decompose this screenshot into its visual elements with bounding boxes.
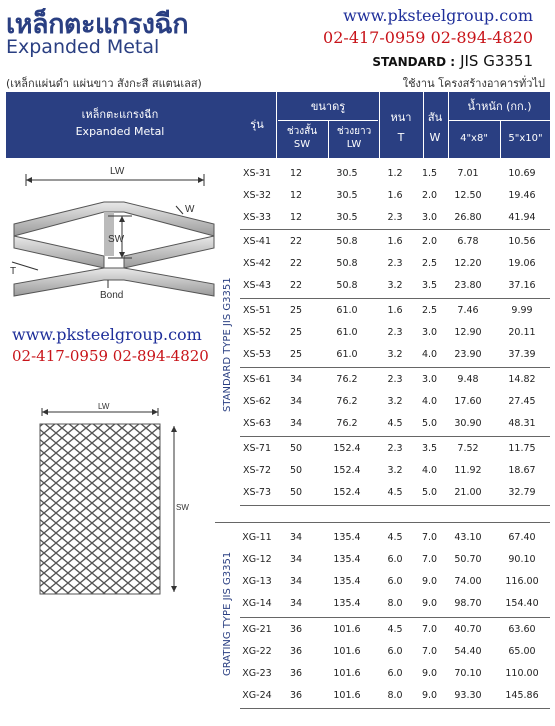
group-divider xyxy=(240,617,550,618)
grating-type-label: GRATING TYPE JIS G3351 xyxy=(222,551,233,676)
cell-sw: 36 xyxy=(289,668,303,679)
cell-lw: 50.8 xyxy=(336,258,358,269)
cell-model: XS-53 xyxy=(242,349,272,360)
cell-weight-4x8: 30.90 xyxy=(454,418,482,429)
cell-thickness: 8.0 xyxy=(387,690,403,701)
page-title-thai: เหล็กตะแกรงฉีก xyxy=(6,9,189,40)
cell-weight-5x10: 48.31 xyxy=(508,418,536,429)
cell-lw: 61.0 xyxy=(336,305,358,316)
header-lw xyxy=(329,125,379,151)
cell-thickness: 4.5 xyxy=(387,487,403,498)
mesh-lw-label: LW xyxy=(98,402,110,411)
cell-weight-4x8: 17.60 xyxy=(454,396,482,407)
cell-model: XS-41 xyxy=(242,236,272,247)
cell-sw: 34 xyxy=(289,598,303,609)
cell-lw: 101.6 xyxy=(333,668,361,679)
cell-weight-4x8: 9.48 xyxy=(457,374,479,385)
cell-weight-5x10: 10.69 xyxy=(508,168,536,179)
cell-weight-5x10: 154.40 xyxy=(505,598,539,609)
mesh-sw-label: SW xyxy=(176,503,189,512)
group-divider xyxy=(240,505,550,506)
side-phone-numbers: 02-417-0959 02-894-4820 xyxy=(12,347,209,365)
cell-thickness: 6.0 xyxy=(387,576,403,587)
cell-sw: 50 xyxy=(289,487,303,498)
cell-sw: 50 xyxy=(289,465,303,476)
cell-model: XG-21 xyxy=(242,624,272,635)
cell-thickness: 1.6 xyxy=(387,190,403,201)
diagram-lw-label: LW xyxy=(110,166,125,177)
side-website-link[interactable]: www.pksteelgroup.com xyxy=(12,325,202,344)
cell-strand: 9.0 xyxy=(421,690,438,701)
cell-model: XS-63 xyxy=(242,418,272,429)
cell-model: XS-42 xyxy=(242,258,272,269)
cell-lw: 76.2 xyxy=(336,418,358,429)
website-link[interactable]: www.pksteelgroup.com xyxy=(343,6,533,25)
cell-weight-5x10: 63.60 xyxy=(508,624,536,635)
cell-strand: 9.0 xyxy=(421,576,438,587)
cell-weight-4x8: 6.78 xyxy=(457,236,479,247)
cell-model: XS-61 xyxy=(242,374,272,385)
cell-strand: 1.5 xyxy=(421,168,438,179)
cell-sw: 25 xyxy=(289,305,303,316)
cell-weight-5x10: 19.06 xyxy=(508,258,536,269)
cell-sw: 34 xyxy=(289,554,303,565)
cell-weight-5x10: 145.86 xyxy=(505,690,539,701)
cell-model: XG-23 xyxy=(242,668,272,679)
group-divider xyxy=(215,522,550,523)
cell-weight-4x8: 74.00 xyxy=(454,576,482,587)
cell-strand: 7.0 xyxy=(421,532,438,543)
diagram-sw-label: SW xyxy=(108,234,125,245)
cell-weight-5x10: 116.00 xyxy=(505,576,539,587)
header-sw xyxy=(278,125,326,151)
header-strand-label: สัน xyxy=(427,111,443,124)
cell-thickness: 6.0 xyxy=(387,668,403,679)
cell-sw: 36 xyxy=(289,690,303,701)
cell-lw: 50.8 xyxy=(336,280,358,291)
cell-weight-5x10: 41.94 xyxy=(508,212,536,223)
diagram-t-label: T xyxy=(10,266,17,277)
cell-sw: 25 xyxy=(289,349,303,360)
cell-strand: 2.5 xyxy=(421,258,438,269)
cell-thickness: 4.5 xyxy=(387,532,403,543)
header-weight-5x10: 5"x10" xyxy=(508,133,543,144)
standard-label xyxy=(372,52,533,70)
cell-weight-5x10: 11.75 xyxy=(508,443,536,454)
header-strand-code: W xyxy=(429,131,441,144)
group-divider xyxy=(240,708,550,709)
header-model: รุ่น xyxy=(250,118,264,131)
header-sw-code: SW xyxy=(293,139,311,150)
cell-thickness: 2.3 xyxy=(387,212,403,223)
cell-weight-4x8: 26.80 xyxy=(454,212,482,223)
cell-lw: 30.5 xyxy=(336,212,358,223)
cell-thickness: 1.6 xyxy=(387,236,403,247)
cell-model: XG-12 xyxy=(242,554,272,565)
cell-weight-4x8: 70.10 xyxy=(454,668,482,679)
header-sw-label: ช่วงสั้น xyxy=(286,126,318,137)
cell-weight-4x8: 93.30 xyxy=(454,690,482,701)
cell-model: XG-22 xyxy=(242,646,272,657)
cell-strand: 2.5 xyxy=(421,305,438,316)
cell-lw: 76.2 xyxy=(336,396,358,407)
cell-lw: 135.4 xyxy=(333,598,361,609)
page-title-english: Expanded Metal xyxy=(6,36,160,58)
cell-weight-4x8: 7.01 xyxy=(457,168,479,179)
cell-lw: 152.4 xyxy=(333,443,361,454)
cell-weight-4x8: 7.52 xyxy=(457,443,479,454)
cell-lw: 101.6 xyxy=(333,646,361,657)
cell-model: XS-43 xyxy=(242,280,272,291)
cell-thickness: 3.2 xyxy=(387,465,403,476)
cell-thickness: 2.3 xyxy=(387,327,403,338)
group-divider xyxy=(240,298,550,299)
cell-weight-4x8: 54.40 xyxy=(454,646,482,657)
cell-weight-4x8: 12.50 xyxy=(454,190,482,201)
cell-thickness: 2.3 xyxy=(387,258,403,269)
cell-model: XS-31 xyxy=(242,168,272,179)
diagram-w-label: W xyxy=(185,204,195,215)
cell-weight-4x8: 50.70 xyxy=(454,554,482,565)
group-divider xyxy=(240,229,550,230)
cell-thickness: 4.5 xyxy=(387,624,403,635)
cell-strand: 4.0 xyxy=(421,396,438,407)
cell-sw: 34 xyxy=(289,576,303,587)
header-hole-size: ขนาดรู xyxy=(310,100,346,113)
group-divider xyxy=(240,367,550,368)
cell-lw: 76.2 xyxy=(336,374,358,385)
cell-sw: 12 xyxy=(289,190,303,201)
cell-weight-4x8: 43.10 xyxy=(454,532,482,543)
cell-weight-5x10: 110.00 xyxy=(505,668,539,679)
cell-lw: 61.0 xyxy=(336,349,358,360)
cell-sw: 36 xyxy=(289,624,303,635)
cell-sw: 34 xyxy=(289,374,303,385)
cell-model: XG-13 xyxy=(242,576,272,587)
cell-thickness: 4.5 xyxy=(387,418,403,429)
cell-strand: 4.0 xyxy=(421,349,438,360)
header-strand xyxy=(424,108,446,148)
cell-sw: 12 xyxy=(289,212,303,223)
cell-model: XS-72 xyxy=(242,465,272,476)
cell-thickness: 2.3 xyxy=(387,374,403,385)
cell-sw: 22 xyxy=(289,258,303,269)
cell-strand: 2.0 xyxy=(421,190,438,201)
diagram-bond-label: Bond xyxy=(100,290,124,301)
cell-lw: 61.0 xyxy=(336,327,358,338)
cell-weight-5x10: 19.46 xyxy=(508,190,536,201)
usage-text: ใช้งาน โครงสร้างอาคารทั่วไป xyxy=(402,77,545,90)
cell-weight-5x10: 10.56 xyxy=(508,236,536,247)
cell-sw: 34 xyxy=(289,532,303,543)
mesh-sheet-diagram xyxy=(8,398,208,600)
cell-thickness: 3.2 xyxy=(387,396,403,407)
cell-weight-4x8: 23.80 xyxy=(454,280,482,291)
standard-label-text: STANDARD : xyxy=(372,55,456,69)
header-weight: น้ำหนัก (กก.) xyxy=(467,100,532,113)
cell-weight-5x10: 18.67 xyxy=(508,465,536,476)
cell-sw: 22 xyxy=(289,280,303,291)
cell-thickness: 6.0 xyxy=(387,554,403,565)
cell-sw: 25 xyxy=(289,327,303,338)
cell-model: XS-52 xyxy=(242,327,272,338)
cell-weight-4x8: 23.90 xyxy=(454,349,482,360)
cell-lw: 101.6 xyxy=(333,624,361,635)
cell-weight-5x10: 65.00 xyxy=(508,646,536,657)
cell-weight-4x8: 12.20 xyxy=(454,258,482,269)
cell-sw: 22 xyxy=(289,236,303,247)
cell-strand: 3.0 xyxy=(421,212,438,223)
cell-strand: 5.0 xyxy=(421,487,438,498)
cell-thickness: 1.6 xyxy=(387,305,403,316)
header-product xyxy=(6,106,234,140)
cell-weight-5x10: 9.99 xyxy=(511,305,533,316)
cell-model: XG-14 xyxy=(242,598,272,609)
cell-model: XG-24 xyxy=(242,690,272,701)
cell-strand: 7.0 xyxy=(421,624,438,635)
cell-weight-5x10: 37.39 xyxy=(508,349,536,360)
cell-strand: 2.0 xyxy=(421,236,438,247)
cell-model: XS-32 xyxy=(242,190,272,201)
cell-lw: 30.5 xyxy=(336,168,358,179)
strand-diagram xyxy=(8,162,220,310)
cell-thickness: 1.2 xyxy=(387,168,403,179)
header-thickness-code: T xyxy=(397,131,405,144)
cell-model: XS-73 xyxy=(242,487,272,498)
standard-value: JIS G3351 xyxy=(460,52,533,70)
cell-lw: 135.4 xyxy=(333,532,361,543)
cell-weight-5x10: 90.10 xyxy=(508,554,536,565)
table-header xyxy=(6,92,550,158)
standard-type-label: STANDARD TYPE JIS G3351 xyxy=(222,277,233,412)
cell-strand: 5.0 xyxy=(421,418,438,429)
cell-strand: 7.0 xyxy=(421,646,438,657)
cell-weight-5x10: 14.82 xyxy=(508,374,536,385)
cell-weight-4x8: 98.70 xyxy=(454,598,482,609)
cell-model: XS-71 xyxy=(242,443,272,454)
cell-thickness: 3.2 xyxy=(387,349,403,360)
header-thickness xyxy=(380,108,422,148)
cell-weight-4x8: 7.46 xyxy=(457,305,479,316)
cell-strand: 3.5 xyxy=(421,443,438,454)
cell-strand: 9.0 xyxy=(421,598,438,609)
cell-weight-4x8: 40.70 xyxy=(454,624,482,635)
cell-thickness: 8.0 xyxy=(387,598,403,609)
cell-strand: 7.0 xyxy=(421,554,438,565)
cell-strand: 3.5 xyxy=(421,280,438,291)
cell-model: XS-62 xyxy=(242,396,272,407)
cell-sw: 34 xyxy=(289,418,303,429)
cell-lw: 135.4 xyxy=(333,576,361,587)
header-thickness-label: หนา xyxy=(390,111,412,124)
cell-lw: 152.4 xyxy=(333,487,361,498)
cell-lw: 135.4 xyxy=(333,554,361,565)
cell-model: XS-51 xyxy=(242,305,272,316)
cell-strand: 3.0 xyxy=(421,327,438,338)
header-weight-4x8: 4"x8" xyxy=(460,133,488,144)
cell-lw: 152.4 xyxy=(333,465,361,476)
cell-lw: 30.5 xyxy=(336,190,358,201)
cell-lw: 101.6 xyxy=(333,690,361,701)
cell-sw: 12 xyxy=(289,168,303,179)
cell-lw: 50.8 xyxy=(336,236,358,247)
cell-strand: 4.0 xyxy=(421,465,438,476)
phone-numbers: 02-417-0959 02-894-4820 xyxy=(323,28,533,47)
cell-weight-5x10: 20.11 xyxy=(508,327,536,338)
cell-weight-5x10: 27.45 xyxy=(508,396,536,407)
cell-thickness: 6.0 xyxy=(387,646,403,657)
cell-weight-5x10: 37.16 xyxy=(508,280,536,291)
group-divider xyxy=(240,436,550,437)
cell-strand: 3.0 xyxy=(421,374,438,385)
cell-weight-5x10: 67.40 xyxy=(508,532,536,543)
cell-weight-4x8: 21.00 xyxy=(454,487,482,498)
cell-sw: 50 xyxy=(289,443,303,454)
cell-thickness: 3.2 xyxy=(387,280,403,291)
cell-model: XG-11 xyxy=(242,532,272,543)
cell-thickness: 2.3 xyxy=(387,443,403,454)
header-lw-code: LW xyxy=(346,139,362,150)
material-subtitle: (เหล็กแผ่นดำ แผ่นขาว สังกะสี สแตนเลส) xyxy=(6,77,202,90)
cell-weight-4x8: 12.90 xyxy=(454,327,482,338)
cell-sw: 34 xyxy=(289,396,303,407)
cell-model: XS-33 xyxy=(242,212,272,223)
cell-weight-4x8: 11.92 xyxy=(454,465,482,476)
header-product-th: เหล็กตะแกรงฉีก xyxy=(81,108,159,121)
cell-sw: 36 xyxy=(289,646,303,657)
cell-strand: 9.0 xyxy=(421,668,438,679)
cell-weight-5x10: 32.79 xyxy=(508,487,536,498)
header-lw-label: ช่วงยาว xyxy=(336,126,372,137)
header-product-en: Expanded Metal xyxy=(75,125,165,138)
